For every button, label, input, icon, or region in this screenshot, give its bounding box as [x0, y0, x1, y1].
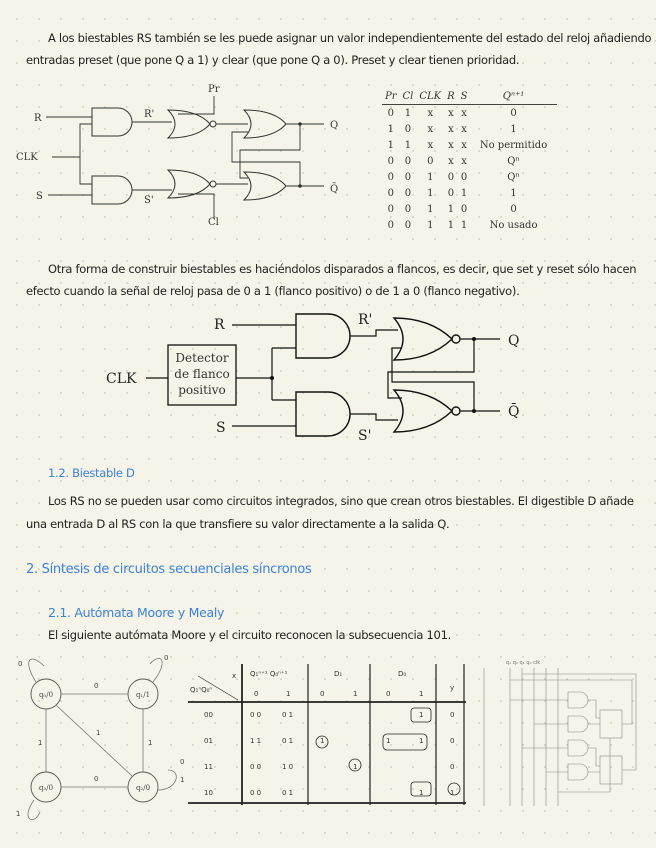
tt-cell: Qⁿ: [507, 171, 520, 183]
c1-label-clk: CLK: [16, 152, 38, 163]
tt-cell: x: [427, 123, 434, 135]
c2-label-r: R: [214, 317, 225, 333]
tt-cell: x: [448, 155, 454, 167]
edge-label: 0: [18, 660, 23, 668]
c1-label-sp: S': [144, 195, 154, 206]
tt-cell: No permitido: [479, 139, 548, 151]
k-cell-d1_1: 1: [353, 763, 358, 771]
tt-cell: x: [461, 155, 467, 167]
section-2-title: 2. Síntesis de circuitos secuenciales síncronos: [26, 562, 312, 577]
tt-cell: 0: [387, 107, 394, 119]
tt-header: R: [444, 88, 458, 105]
k-cell-y: 0: [450, 737, 455, 745]
tt-cell: 1: [427, 171, 434, 183]
tt-cell: 0: [447, 171, 455, 183]
c2-det-2: de flanco: [174, 367, 230, 381]
k-corner-x: x: [232, 672, 237, 680]
tt-cell: 0: [404, 123, 412, 135]
k-cell-state: 10: [204, 789, 213, 797]
c2-label-sp: S': [358, 428, 372, 444]
k-cell-x1: 1 0: [282, 763, 294, 771]
tt-header: Cl: [400, 88, 417, 105]
k-cell-state: 11: [204, 763, 213, 771]
c1-label-r: R: [34, 113, 42, 124]
tt-cell: No usado: [489, 219, 538, 231]
tt-cell: x: [427, 107, 434, 119]
c2-label-s: S: [216, 420, 226, 436]
para2-line-1: Otra forma de construir biestables es haciéndolos disparados a flancos, es decir, que set y reset sólo hacen: [48, 262, 637, 276]
tt-cell: 0: [460, 171, 468, 183]
tt-cell: x: [448, 123, 454, 135]
edge-label: 0: [94, 682, 99, 690]
section-1-2-title: 1.2. Biestable D: [48, 466, 135, 480]
tt-cell: 0: [387, 203, 394, 215]
k-cell-y: 0: [450, 763, 455, 771]
tt-cell: 1: [510, 123, 517, 135]
tt-cell: 1: [387, 123, 394, 135]
tt-cell: 0: [387, 187, 394, 199]
k-subcol: 1: [286, 690, 291, 698]
c1-label-s: S: [36, 191, 43, 202]
k-cell-d0_0: 1: [386, 737, 391, 745]
tt-header: Qⁿ⁺¹: [471, 88, 557, 105]
k-subcol: 1: [419, 690, 424, 698]
edge-label: 0: [94, 775, 99, 783]
tt-cell: 1: [510, 187, 517, 199]
k-cell-y: 1: [450, 789, 455, 797]
state-q2-label: q₂/0: [135, 784, 151, 792]
tt-cell: x: [461, 139, 467, 151]
k-cell-x0: 1 1: [250, 737, 262, 745]
k-cell-x0: 0 0: [250, 711, 262, 719]
tt-cell: 0: [510, 203, 517, 215]
k-subcol: 1: [353, 690, 358, 698]
tt-cell: 0: [510, 107, 517, 119]
k-group-next: Q₁ⁿ⁺¹ Q₀ⁿ⁺¹: [250, 670, 288, 678]
c2-label-q: Q: [508, 333, 520, 349]
tt-cell: 1: [447, 219, 455, 231]
tt-cell: 0: [404, 203, 412, 215]
k-cell-x0: 0 0: [250, 763, 262, 771]
k-cell-d0_1: 1: [419, 789, 424, 797]
tt-cell: 0: [387, 219, 394, 231]
tt-cell: 0: [404, 187, 412, 199]
k-cell-x1: 0 1: [282, 737, 294, 745]
k-cell-d0_1: 1: [419, 711, 424, 719]
k-subcol: 0: [386, 690, 391, 698]
tt-cell: 0: [460, 203, 468, 215]
c1-label-cl: Cl: [208, 217, 219, 228]
k-subcol: 0: [254, 690, 259, 698]
tt-cell: 1: [427, 187, 434, 199]
mini-top-labels: q₁ q₀ q₁ q₀ clk: [506, 660, 541, 666]
tt-cell: 1: [460, 219, 468, 231]
tt-cell: 0: [427, 155, 434, 167]
tt-cell: 1: [447, 203, 455, 215]
tt-cell: x: [461, 123, 467, 135]
tt-cell: 0: [387, 155, 394, 167]
sec12-line-1: Los RS no se pueden usar como circuitos integrados, sino que crean otros biestables. El digestible D añade: [48, 494, 634, 508]
edge-label: 1: [96, 729, 101, 737]
tt-cell: 1: [387, 139, 394, 151]
c2-det-1: Detector: [175, 351, 229, 365]
sec21-line-1: El siguiente autómata Moore y el circuito reconocen la subsecuencia 101.: [48, 628, 451, 642]
k-cell-d1_0: 1: [320, 737, 325, 745]
c2-label-qbar: Q̄: [508, 404, 520, 420]
k-group-y: y: [450, 684, 455, 692]
c2-det-3: positivo: [178, 383, 226, 397]
k-cell-state: 01: [204, 737, 213, 745]
tt-header: Pr: [382, 88, 400, 105]
c1-label-rp: R': [144, 109, 155, 120]
tt-cell: x: [448, 107, 454, 119]
edge-label: 1: [16, 810, 21, 818]
k-cell-x0: 0 0: [250, 789, 262, 797]
tt-cell: 1: [427, 219, 434, 231]
tt-cell: 0: [447, 187, 455, 199]
c1-label-qbar: Q̄: [330, 184, 339, 195]
k-subcol: 0: [320, 690, 325, 698]
c2-label-clk: CLK: [106, 371, 137, 387]
k-group-d1: D₁: [334, 670, 343, 678]
tt-header: CLK: [416, 88, 444, 105]
tt-cell: 1: [404, 139, 412, 151]
k-cell-x1: 0 1: [282, 789, 294, 797]
tt-cell: 0: [404, 219, 412, 231]
intro-line-1: A los biestables RS también se les puede asignar un valor independientemente del estado del reloj añadiendo: [48, 31, 652, 45]
tt-cell: 0: [404, 171, 412, 183]
tt-header: S: [458, 88, 471, 105]
edge-label: 1: [38, 739, 43, 747]
c1-label-q: Q: [330, 120, 339, 131]
edge-label: 1: [180, 776, 185, 784]
k-cell-y: 0: [450, 711, 455, 719]
intro-line-2: entradas preset (que pone Q a 1) y clear (que pone Q a 0). Preset y clear tienen prioridad.: [26, 53, 520, 67]
tt-cell: 1: [460, 187, 468, 199]
edge-label: 1: [148, 739, 153, 747]
tt-cell: 1: [404, 107, 412, 119]
k-cell-state: 00: [204, 711, 213, 719]
state-q3-label: q₃/0: [38, 784, 54, 792]
tt-cell: 0: [387, 171, 394, 183]
state-q0-label: q₀/0: [38, 691, 54, 699]
tt-cell: 1: [427, 203, 434, 215]
tt-cell: Qⁿ: [507, 155, 520, 167]
tt-cell: x: [461, 107, 467, 119]
tt-cell: x: [427, 139, 434, 151]
edge-label: 0: [180, 758, 185, 766]
k-group-d0: D₀: [398, 670, 407, 678]
k-corner: Q₁ⁿQ₀ⁿ: [190, 686, 213, 694]
edge-label: 0: [164, 654, 169, 662]
section-2-1-title: 2.1. Autómata Moore y Mealy: [48, 605, 225, 620]
k-cell-x1: 0 1: [282, 711, 294, 719]
para2-line-2: efecto cuando la señal de reloj pasa de 0 a 1 (flanco positivo) o de 1 a 0 (flanco negativo).: [26, 284, 520, 298]
state-q1-label: q₁/1: [135, 691, 151, 699]
tt-cell: x: [448, 139, 454, 151]
tt-cell: 0: [404, 155, 412, 167]
c2-label-rp: R': [358, 312, 373, 328]
k-cell-d0_1: 1: [419, 737, 424, 745]
c1-label-pr: Pr: [208, 84, 220, 95]
sec12-line-2: una entrada D al RS con la que transfiere su valor directamente a la salida Q.: [26, 517, 450, 531]
